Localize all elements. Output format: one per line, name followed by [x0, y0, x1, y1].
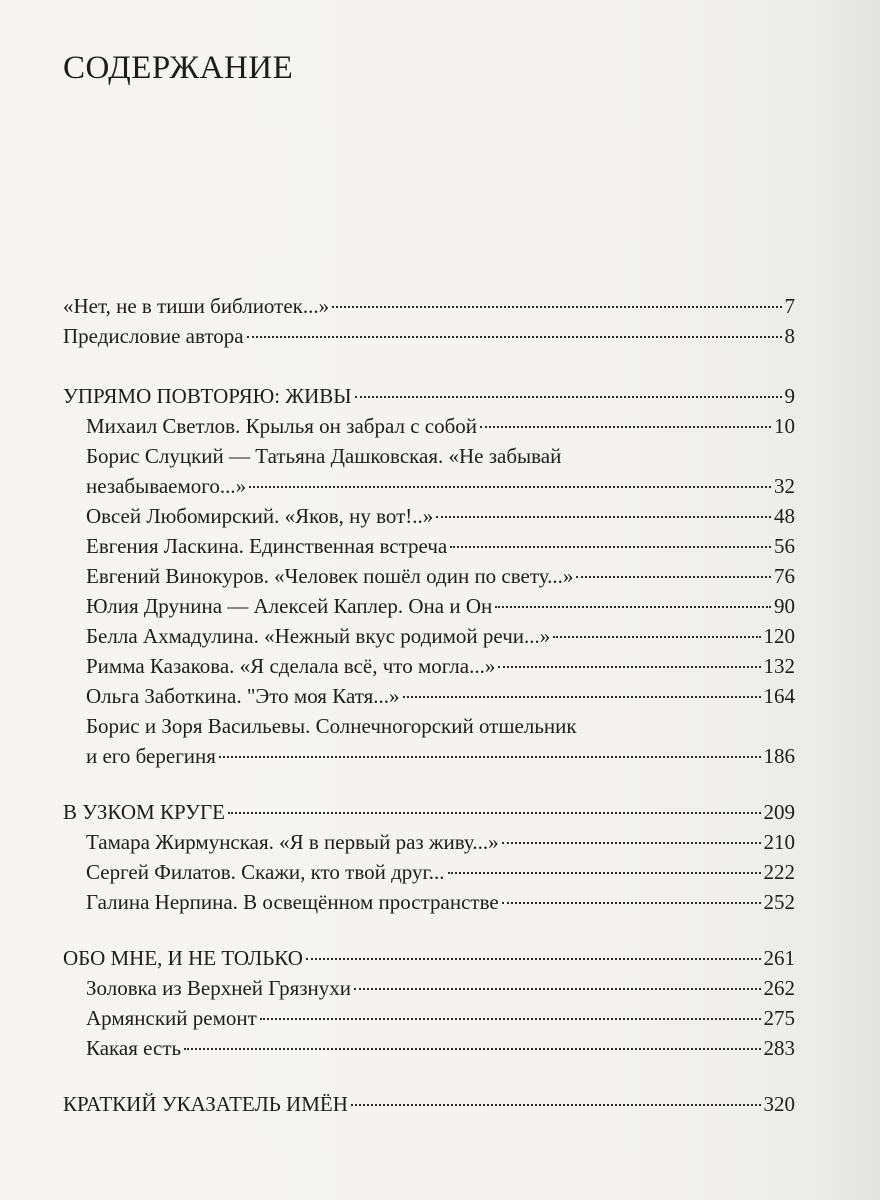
section-title: В УЗКОМ КРУГЕ [63, 800, 225, 824]
entry-title: Михаил Светлов. Крылья он забрал с собой [86, 414, 478, 438]
toc-section-heading [63, 1089, 795, 1119]
toc-section-heading [63, 381, 795, 411]
toc-entry [63, 1033, 795, 1063]
entry-title: Сергей Филатов. Скажи, кто твой друг... [86, 860, 445, 884]
entry-title: Белла Ахмадулина. «Нежный вкус родимой речи...» [86, 624, 551, 648]
dot-leader [448, 872, 761, 874]
toc-entry [63, 973, 795, 1003]
entry-title: Какая есть [86, 1036, 182, 1060]
dot-leader [184, 1048, 760, 1050]
entry-title: Золовка из Верхней Грязнухи [86, 976, 352, 1000]
entry-page: 209 [763, 800, 795, 824]
entry-title: Юлия Друнина — Алексей Каплер. Она и Он [86, 594, 493, 618]
entry-page: 8 [784, 324, 795, 348]
dot-leader [351, 1104, 761, 1106]
dot-leader [480, 426, 771, 428]
toc-entry [63, 291, 795, 321]
entry-title-line1: Борис Слуцкий — Татьяна Дашковская. «Не забывай [86, 444, 562, 468]
toc-entry [63, 741, 795, 771]
toc-entry [63, 591, 795, 621]
entry-title: Евгений Винокуров. «Человек пошёл один по свету...» [86, 564, 574, 588]
dot-leader [403, 696, 761, 698]
entry-title: «Нет, не в тиши библиотек...» [63, 294, 330, 318]
dot-leader [502, 902, 761, 904]
dot-leader [576, 576, 771, 578]
entry-page: 56 [774, 534, 795, 558]
toc-section-heading [63, 943, 795, 973]
entry-title: незабываемого...» [86, 474, 247, 498]
entry-page: 261 [763, 946, 795, 970]
entry-title: Евгения Ласкина. Единственная встреча [86, 534, 448, 558]
toc-entry [63, 681, 795, 711]
dot-leader [436, 516, 771, 518]
dot-leader [249, 486, 771, 488]
section-gap [63, 1063, 795, 1089]
toc-section-heading [63, 797, 795, 827]
toc-entry [63, 857, 795, 887]
entry-page: 48 [774, 504, 795, 528]
dot-leader [332, 306, 781, 308]
section-gap [63, 771, 795, 797]
toc-entry [63, 321, 795, 351]
toc-entry [63, 501, 795, 531]
entry-title: Римма Казакова. «Я сделала всё, что могла...» [86, 654, 496, 678]
entry-page: 275 [763, 1006, 795, 1030]
entry-title: Ольга Заботкина. "Это моя Катя...» [86, 684, 400, 708]
entry-page: 32 [774, 474, 795, 498]
dot-leader [228, 812, 761, 814]
toc-entry [63, 561, 795, 591]
section-title: ОБО МНЕ, И НЕ ТОЛЬКО [63, 946, 303, 970]
toc-entry [63, 531, 795, 561]
entry-page: 7 [784, 294, 795, 318]
entry-page: 262 [763, 976, 795, 1000]
entry-title: Овсей Любомирский. «Яков, ну вот!..» [86, 504, 434, 528]
entry-page: 9 [784, 384, 795, 408]
section-title: УПРЯМО ПОВТОРЯЮ: ЖИВЫ [63, 384, 352, 408]
entry-page: 76 [774, 564, 795, 588]
section-title: КРАТКИЙ УКАЗАТЕЛЬ ИМЁН [63, 1092, 348, 1116]
toc-entry [63, 621, 795, 651]
dot-leader [495, 606, 771, 608]
toc-entry [63, 411, 795, 441]
entry-page: 120 [763, 624, 795, 648]
section-gap [63, 351, 795, 381]
entry-page: 90 [774, 594, 795, 618]
dot-leader [553, 636, 760, 638]
entry-title: Галина Нерпина. В освещённом пространстве [86, 890, 499, 914]
entry-title: Тамара Жирмунская. «Я в первый раз живу...» [86, 830, 499, 854]
toc-entry [63, 827, 795, 857]
dot-leader [355, 396, 782, 398]
dot-leader [247, 336, 782, 338]
dot-leader [354, 988, 760, 990]
entry-title: и его берегиня [86, 744, 216, 768]
dot-leader [219, 756, 761, 758]
entry-page: 252 [763, 890, 795, 914]
dot-leader [260, 1018, 761, 1020]
table-of-contents [63, 291, 795, 1119]
entry-page: 132 [763, 654, 795, 678]
entry-page: 164 [763, 684, 795, 708]
entry-page: 320 [763, 1092, 795, 1116]
dot-leader [450, 546, 771, 548]
toc-entry [63, 1003, 795, 1033]
toc-entry [63, 651, 795, 681]
dot-leader [498, 666, 760, 668]
entry-title: Предисловие автора [63, 324, 244, 348]
toc-entry [63, 887, 795, 917]
entry-page: 10 [774, 414, 795, 438]
entry-page: 186 [763, 744, 795, 768]
entry-page: 210 [763, 830, 795, 854]
dot-leader [306, 958, 761, 960]
toc-entry [63, 471, 795, 501]
entry-title-line1: Борис и Зоря Васильевы. Солнечногорский отшельник [86, 714, 577, 738]
dot-leader [502, 842, 761, 844]
section-gap [63, 917, 795, 943]
page-title: СОДЕРЖАНИЕ [63, 50, 294, 86]
entry-page: 283 [763, 1036, 795, 1060]
entry-page: 222 [763, 860, 795, 884]
entry-title: Армянский ремонт [86, 1006, 257, 1030]
